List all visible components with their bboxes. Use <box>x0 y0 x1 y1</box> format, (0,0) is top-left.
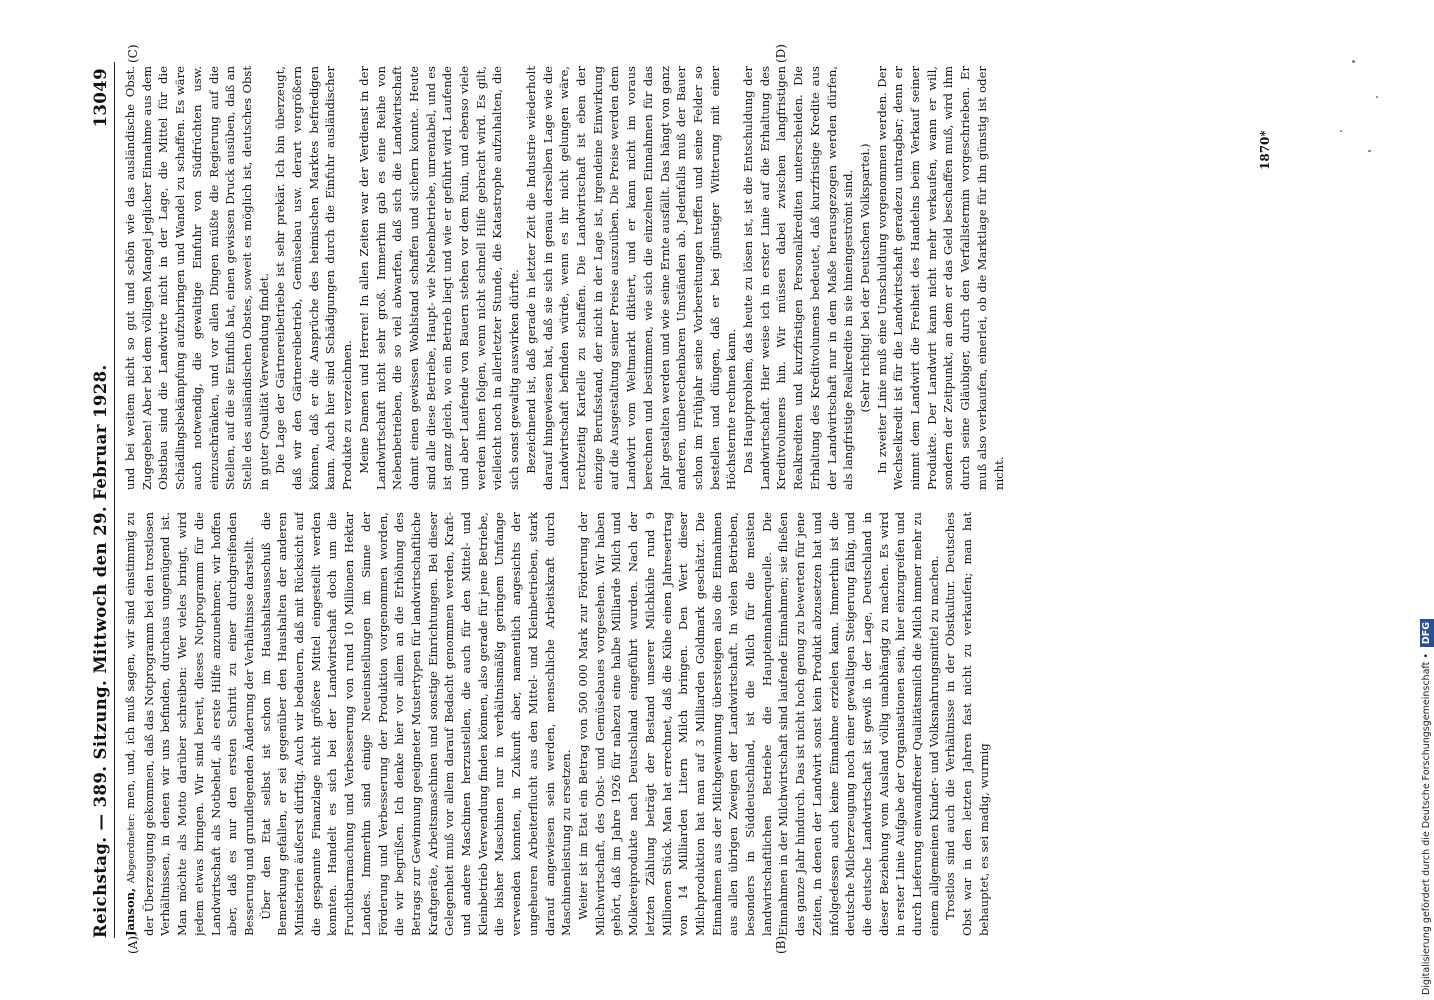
page-reference: 1870* <box>1258 130 1272 170</box>
interjection: (Sehr richtig! bei der Deutschen Volkspartei.) <box>857 143 872 413</box>
paragraph: Das Hauptproblem, das heute zu lösen ist, ist die Entschuldung der Landwirtschaft. Hier weise ich in erster Linie auf die Erhaltung des Kreditvolumens hin. Wir müssen dabei zwischen langfristigen Realkrediten und kurzfristigen Personalkrediten unterscheiden. Die Erhaltung des Kreditvolumens bedeutet, daß kurzfristige Kredite aus der Landwirtschaft nur in dem Maße herausgezogen werden dürfen, als langfristige Realkredite in sie hineingeströmt sind. <box>741 66 856 490</box>
header-title: Reichstag. — 389. Sitzung. Mittwoch den 29. Februar 1928. <box>91 364 110 938</box>
scan-speck <box>1368 150 1371 152</box>
scan-speck <box>1340 130 1342 132</box>
credit-text: Digitalisierung gefördert durch die Deutsche Forschungsgemeinschaft • <box>1421 653 1432 995</box>
rotated-page <box>90 44 1320 954</box>
paragraph: Bezeichnend ist, daß gerade in letzter Zeit die Industrie wiederholt darauf hingewiesen hat, daß sie sich in genau derselben Lage wie die Landwirtschaft befinden würde, wenn es ihr nicht gelungen wäre, rechtzeitig Kartelle zu schaffen. Die Landwirtschaft ist eben der einzige Berufsstand, der nicht in der Lage ist, irgendeine Einwirkung auf die Ausgestaltung seiner Preise auszuüben. Die Preise werden dem Landwirt vom Weltmarkt diktiert, und er kann nicht im voraus berechnen und bestimmen, wie sich die einzelnen Einnahmen für das Jahr gestalten werden und wie seine Ernte ausfällt. Das hängt von ganz anderen, unberechenbaren Umständen ab. Jedenfalls muß der Bauer schon im Frühjahr seine Vorbereitungen treffen und seine Felder so bestellen und düngen, daß er bei günstiger Witterung mit einer Höchsternte rechnen kann. <box>523 66 739 490</box>
paragraph: Weiter ist im Etat ein Betrag von 500 000 Mark zur Förderung der Milchwirtschaft, des Obst- und Gemüsebaues vorgesehen. Wir haben gehört, daß im Jahre 1926 für nahezu eine halbe Milliarde Milch und Molkereiprodukte nach Deutschland eingeführt wurden. Nach der letzten Zählung beträgt der Bestand unserer Milchkühe rund 9 Millionen Stück. Man hat errechnet, daß die Kühe einen Jahresertrag von 14 Milliarden Litern Milch bringen. Den Wert dieser Milchproduktion hat man auf 3 Milliarden Goldmark geschätzt. Die Einnahmen aus der Milchgewinnung übersteigen also die Einnahmen aus allen übrigen Zweigen der Landwirtschaft. In vielen Betrieben, besonders in Süddeutschland, ist die Milch für die meisten landwirtschaftlichen Betriebe die Haupteinnahmequelle. Die Einnahmen in der Milchwirtschaft sind laufende Einnahmen; sie fließen das ganze Jahr hindurch. Das ist nicht hoch genug zu bewerten für jene Zeiten, in denen der Landwirt sonst kein Produkt abzusetzen hat und infolgedessen auch keine Einnahme erzielen kann. Immerhin ist die deutsche Milcherzeugung noch einer gewaltigen Steigerung fähig, und die deutsche Landwirtschaft ist gewiß in der Lage, Deutschland in dieser Beziehung vom Ausland völlig unabhängig zu machen. Es wird in erster Linie Aufgabe der Organisationen sein, hier einzugreifen und durch Lieferung einwandfreier Qualitätsmilch die Milch immer mehr zu einem allgemeinen Kinder- und Volksnahrungsmittel zu machen. <box>575 512 941 936</box>
right-column <box>122 66 1252 490</box>
paragraph: In zweiter Linie muß eine Umschuldung vorgenommen werden. Der Wechselkredit ist für die Landwirtschaft geradezu untragbar; denn er nimmt dem Landwirt die Freiheit des Handelns beim Verkauf seiner Produkte. Der Landwirt kann nicht mehr verkaufen, wann er will, sondern der Zeitpunkt, an dem er das Geld beschaffen muß, wird ihm durch seine Gläubiger, durch den Verfallstermin vorgeschrieben. Er muß also verkaufen, einerlei, ob die Marktlage für ihn günstig ist oder nicht. <box>874 66 1006 490</box>
digitization-credit <box>1420 565 1434 995</box>
paragraph: Trostlos sind auch die Verhältnisse in der Obstkultur. Deutsches Obst war in den letzten Jahren fast nicht zu verkaufen; man hat behauptet, es sei madig, wurmig <box>943 512 991 936</box>
paragraph: und bei weitem nicht so gut und schön wie das ausländische Obst. Zugegeben! Aber bei dem völligen Mangel jeglicher Einnahme aus dem Obstbau sind die Landwirte nicht in der Lage, die Mittel für die Schädlingsbekämpfung aufzubringen und Wandel zu schaffen. Es wäre auch notwendig, die gewaltige Einfuhr von Südfrüchten usw. einzuschränken, und vor allen Dingen müßte die Regierung auf die Stellen, auf die sie Einfluß hat, einen gewissen Druck ausüben, daß an Stelle des ausländischen Obstes, soweit es möglich ist, deutsches Obst in guter Qualität Verwendung findet. <box>123 66 271 490</box>
margin-marker-a: (A) <box>126 935 140 954</box>
scan-speck <box>1352 60 1355 63</box>
speaker-role: Abgeordneter: <box>126 813 137 884</box>
left-column <box>122 512 1302 936</box>
scan-speck <box>1376 96 1378 98</box>
page-number: 13049 <box>91 68 110 128</box>
margin-marker-b: (B) <box>774 935 788 954</box>
page-header <box>90 62 115 938</box>
margin-marker-c: (C) <box>126 44 140 63</box>
paragraph: Über den Etat selbst ist schon im Haushaltsausschuß die Bemerkung gefallen, er sei gegenüber den Haushalten der anderen Ministerien äußerst dürftig. Auch wir bedauern, daß mit Rücksicht auf die gespannte Finanzlage nicht größere Mittel eingestellt werden konnten. Handelt es sich bei der Landwirtschaft doch um die Fruchtbarmachung und Verbesserung von rund 10 Millionen Hektar Landes. Immerhin sind einige Neueinstellungen im Sinne der Förderung und Verbesserung der Produktion vorgenommen worden, die wir begrüßen. Ich denke hier vor allem an die Erhöhung des Betrags zur Gewinnung geeigneter Mustertypen für landwirtschaftliche Kraftgeräte, Arbeitsmaschinen und sonstige Einrichtungen. Bei dieser Gelegenheit muß vor allem darauf Bedacht genommen werden, Kraft- und andere Maschinen herzustellen, die auch für den Mittel- und Kleinbetrieb Verwendung finden können, also gerade für jene Betriebe, die bisher Maschinen nur in verhältnismäßig geringem Umfange verwenden konnten, in Zukunft aber, namentlich angesichts der ungeheuren Arbeiterflucht aus den Mittel- und Kleinbetrieben, stark darauf angewiesen sein werden, menschliche Arbeitskraft durch Maschinenleistung zu ersetzen. <box>258 512 574 936</box>
speaker-name: Janson, <box>123 887 137 936</box>
paragraph-text: men, und, ich muß sagen, wir sind einstimmig zu der Überzeugung gekommen, daß das Notprogramm bei den trostlosen Verhältnissen, in denen wir uns befinden, durchaus ungenügend ist. Man möchte als Motto darüber schreiben: Wer vieles bringt, wird jedem etwas bringen. Wir sind bereit, dieses Notprogramm für die Landwirtschaft als Notbehelf, als erste Hilfe anzunehmen; wir hoffen aber, daß es nur den ersten Schritt zu einer durchgreifenden Besserung und grundlegenden Änderung der Verhältnisse darstellt. <box>123 512 256 936</box>
paragraph <box>122 512 258 936</box>
paragraph: Die Lage der Gärtnereibetriebe ist sehr prekär. Ich bin überzeugt, daß wir den Gärtnereibetrieb, Gemüsebau usw. derart vergrößern können, daß er die Ansprüche des heimischen Marktes befriedigen kann. Auch hier sind Schädigungen durch die Einfuhr ausländischer Produkte zu verzeichnen. <box>273 66 355 490</box>
paragraph: Meine Damen und Herren! In allen Zeiten war der Verdienst in der Landwirtschaft nicht sehr groß. Immerhin gab es eine Reihe von Nebenbetrieben, die so viel abwarfen, daß sich die Landwirtschaft damit einen gewissen Wohlstand schaffen und sichern konnte. Heute sind alle diese Betriebe, Haupt- wie Nebenbetriebe, unrentabel, und es ist ganz gleich, wo ein Betrieb liegt und wie er geführt wird. Laufende und aber Laufende von Bauern stehen vor dem Ruin, und ebenso viele werden ihnen folgen, wenn nicht schnell Hilfe gebracht wird. Es gilt, vielleicht noch in allerletzter Stunde, die Katastrophe aufzuhalten, die sich sonst gewaltig auswirken dürfte. <box>356 66 522 490</box>
dfg-logo: DFG <box>1420 619 1434 647</box>
margin-marker-d: (D) <box>774 44 788 63</box>
